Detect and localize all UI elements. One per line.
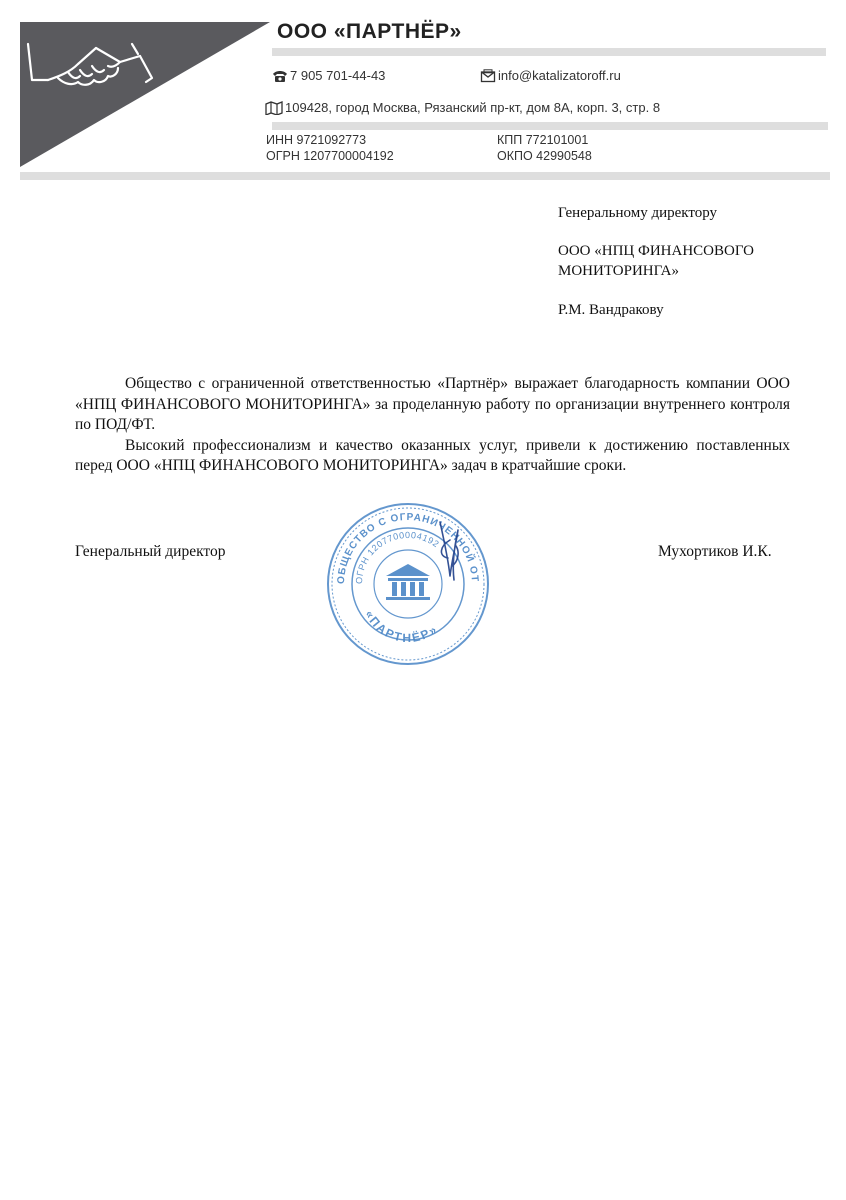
addressee-name: Р.М. Вандракову (558, 302, 664, 318)
phone-line (272, 68, 385, 83)
stamp-seal-icon (322, 500, 494, 668)
map-icon (265, 101, 283, 115)
signer-name: Мухортиков И.К. (658, 543, 772, 560)
phone-icon (272, 69, 288, 83)
signer-position: Генеральный директор (75, 543, 226, 560)
letter-body (75, 374, 790, 477)
header-divider (272, 48, 826, 56)
company-stamp (322, 500, 494, 668)
body-paragraph: Общество с ограниченной ответственностью «Партнёр» выражает благодарность компании ООО «НПЦ ФИНАНСОВОГО МОНИТОРИНГА» за проделанную работу по организации внутреннего контроля по ПОД/ФТ. (75, 375, 790, 433)
okpo-value: ОКПО 42990548 (497, 149, 592, 163)
ogrn-value: ОГРН 1207700004192 (266, 149, 394, 163)
inn-value: ИНН 9721092773 (266, 133, 367, 147)
svg-text:«ПАРТНЁР» (362, 608, 440, 645)
company-address: 109428, город Москва, Рязанский пр-кт, дом 8А, корп. 3, стр. 8 (285, 100, 661, 115)
addressee-position: Генеральному директору (558, 205, 718, 221)
addressee-company-line2: МОНИТОРИНГА» (558, 263, 680, 279)
handshake-logo-icon (20, 22, 270, 167)
kpp-value: КПП 772101001 (497, 133, 589, 147)
company-name: ООО «ПАРТНЁР» (277, 20, 462, 43)
email-address: info@katalizatoroff.ru (498, 68, 621, 83)
body-paragraph: Высокий профессионализм и качество оказанных услуг, привели к достижению поставленных перед ООО «НПЦ ФИНАНСОВОГО МОНИТОРИНГА» задач в кратчайшие сроки. (75, 436, 790, 474)
header-bottom-divider (20, 172, 830, 180)
phone-number: 7 905 701-44-43 (290, 68, 386, 83)
company-logo (20, 22, 270, 167)
email-line (480, 68, 621, 83)
header-divider (272, 122, 828, 130)
stamp-ogrn-text: ОГРН 1207700004192 (353, 529, 442, 585)
email-icon (480, 69, 496, 83)
addressee-company-line1: ООО «НПЦ ФИНАНСОВОГО (558, 243, 754, 259)
stamp-center-text: «ПАРТНЁР» (362, 608, 441, 646)
address-line (265, 100, 660, 115)
stamp-outer-text: ОБЩЕСТВО С ОГРАНИЧЕННОЙ ОТ (335, 511, 481, 585)
